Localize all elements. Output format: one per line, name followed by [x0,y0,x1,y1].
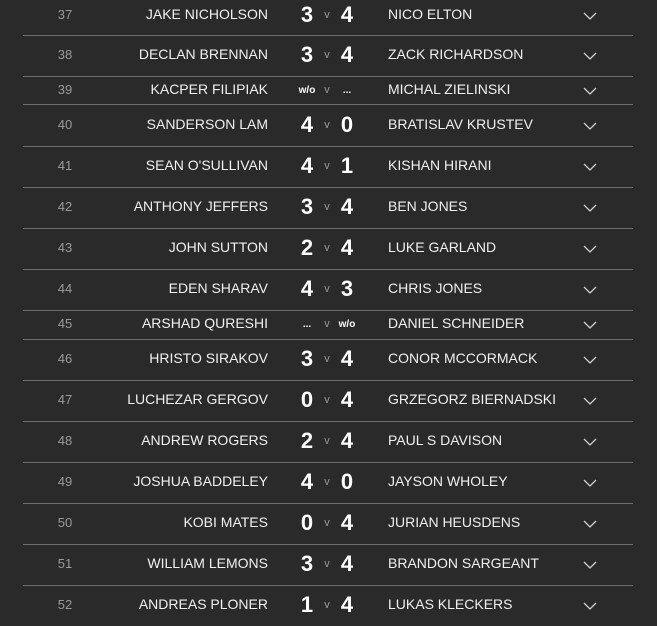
player-two-name: LUKE GARLAND [388,239,497,255]
player-two-name: MICHAL ZIELINSKI [388,81,511,97]
versus-label: v [324,84,330,96]
player-two-score: 4 [340,346,354,371]
player-two-score: 0 [340,112,354,137]
player-one-score: w/o [298,85,316,96]
versus-label: v [324,9,330,21]
player-one-name: DECLAN BRENNAN [138,46,268,62]
chevron-down-icon[interactable] [582,9,598,21]
chevron-down-icon[interactable] [582,201,598,213]
match-row[interactable] [0,386,657,414]
player-one-score: 4 [300,276,314,301]
chevron-down-icon[interactable] [582,476,598,488]
player-two-score: 4 [340,428,354,453]
player-one-score: 3 [300,194,314,219]
match-row[interactable] [0,275,657,303]
row-divider [0,146,657,147]
versus-label: v [324,49,330,61]
match-row[interactable] [0,427,657,455]
player-one-name: ARSHAD QURESHI [141,315,268,331]
player-one-score: 2 [300,428,314,453]
player-one-score: 4 [300,112,314,137]
versus-label: v [324,558,330,570]
player-two-score: w/o [338,319,356,330]
player-two-name: LUKAS KLECKERS [388,596,513,612]
player-two-name: NICO ELTON [388,6,473,22]
player-one-name: WILLIAM LEMONS [147,555,268,571]
versus-label: v [324,283,330,295]
player-one-name: ANTHONY JEFFERS [133,198,268,214]
match-row[interactable] [0,550,657,578]
player-two-score: 1 [340,153,354,178]
row-divider [0,104,657,105]
divider-line [23,146,633,147]
player-two-score: 4 [340,510,354,535]
player-two-name: GRZEGORZ BIERNADSKI [388,391,557,407]
match-number: 52 [57,597,73,612]
match-row[interactable] [0,310,657,338]
match-row[interactable] [0,234,657,262]
player-two-name: CONOR MCCORMACK [388,350,538,366]
versus-label: v [324,201,330,213]
player-one-name: LUCHEZAR GERGOV [127,391,268,407]
versus-label: v [324,394,330,406]
row-divider [0,585,657,586]
divider-line [23,503,633,504]
row-divider [0,339,657,340]
divider-line [23,187,633,188]
match-number: 47 [57,392,73,407]
player-one-name: EDEN SHARAV [168,280,268,296]
player-one-score: 0 [300,510,314,535]
row-divider [0,269,657,270]
versus-label: v [324,599,330,611]
match-row[interactable] [0,591,657,619]
player-two-name: JURIAN HEUSDENS [388,514,521,530]
versus-label: v [324,160,330,172]
player-two-score: 4 [340,2,354,27]
row-divider [0,544,657,545]
player-two-score: 4 [340,387,354,412]
player-one-name: ANDREAS PLONER [138,596,268,612]
player-one-score: 3 [300,42,314,67]
chevron-down-icon[interactable] [582,160,598,172]
match-row[interactable] [0,509,657,537]
player-two-score: 4 [340,551,354,576]
player-one-score: 1 [300,592,314,617]
divider-line [23,339,633,340]
match-row[interactable] [0,193,657,221]
match-number: 43 [57,240,73,255]
player-one-name: KOBI MATES [183,514,268,530]
versus-label: v [324,353,330,365]
match-row[interactable] [0,1,657,29]
chevron-down-icon[interactable] [582,599,598,611]
row-divider [0,35,657,36]
versus-label: v [324,318,330,330]
row-divider [0,462,657,463]
match-number: 39 [57,82,73,97]
match-number: 42 [57,199,73,214]
match-number: 46 [57,351,73,366]
chevron-down-icon[interactable] [582,283,598,295]
player-two-score: 4 [340,592,354,617]
versus-label: v [324,119,330,131]
chevron-down-icon[interactable] [582,49,598,61]
player-one-name: JOHN SUTTON [168,239,268,255]
player-two-name: CHRIS JONES [388,280,483,296]
row-divider [0,76,657,77]
player-two-name: JAYSON WHOLEY [388,473,508,489]
chevron-down-icon[interactable] [582,353,598,365]
match-row[interactable] [0,76,657,104]
player-two-name: DANIEL SCHNEIDER [388,315,525,331]
chevron-down-icon[interactable] [582,119,598,131]
divider-line [23,228,633,229]
player-two-name: ZACK RICHARDSON [388,46,524,62]
row-divider [0,380,657,381]
match-number: 51 [57,556,73,571]
player-two-score: 4 [340,42,354,67]
divider-line [23,585,633,586]
player-one-score: ... [302,319,312,330]
player-two-score: 4 [340,235,354,260]
player-two-name: KISHAN HIRANI [388,157,492,173]
divider-line [23,544,633,545]
divider-line [23,76,633,77]
row-divider [0,503,657,504]
match-number: 50 [57,515,73,530]
player-one-score: 3 [300,346,314,371]
player-one-score: 4 [300,153,314,178]
player-one-score: 2 [300,235,314,260]
player-one-score: 4 [300,469,314,494]
player-one-name: SANDERSON LAM [146,116,268,132]
versus-label: v [324,435,330,447]
player-two-name: BRATISLAV KRUSTEV [388,116,533,132]
chevron-down-icon[interactable] [582,435,598,447]
versus-label: v [324,242,330,254]
match-row[interactable] [0,41,657,69]
match-number: 44 [57,281,73,296]
player-two-score: 3 [340,276,354,301]
player-one-score: 3 [300,551,314,576]
divider-line [23,421,633,422]
row-divider [0,187,657,188]
player-two-name: BEN JONES [388,198,468,214]
divider-line [23,35,633,36]
divider-line [23,462,633,463]
row-divider [0,421,657,422]
player-two-name: PAUL S DAVISON [388,432,503,448]
match-number: 37 [57,7,73,22]
player-two-name: BRANDON SARGEANT [388,555,539,571]
versus-label: v [324,517,330,529]
divider-line [23,269,633,270]
player-one-name: JAKE NICHOLSON [145,6,268,22]
versus-label: v [324,476,330,488]
player-one-name: HRISTO SIRAKOV [149,350,268,366]
row-divider [0,228,657,229]
chevron-down-icon[interactable] [582,318,598,330]
match-number: 41 [57,158,73,173]
match-row[interactable] [0,152,657,180]
match-number: 49 [57,474,73,489]
player-one-name: SEAN O'SULLIVAN [145,157,268,173]
match-row[interactable] [0,111,657,139]
chevron-down-icon[interactable] [582,517,598,529]
chevron-down-icon[interactable] [582,394,598,406]
player-two-score: 4 [340,194,354,219]
match-number: 38 [57,47,73,62]
row-divider [0,310,657,311]
player-one-name: KACPER FILIPIAK [150,81,268,97]
chevron-down-icon[interactable] [582,558,598,570]
match-row[interactable] [0,468,657,496]
chevron-down-icon[interactable] [582,242,598,254]
player-one-score: 3 [300,2,314,27]
match-number: 45 [57,316,73,331]
player-one-score: 0 [300,387,314,412]
divider-line [23,104,633,105]
player-one-name: JOSHUA BADDELEY [133,473,268,489]
divider-line [23,310,633,311]
chevron-down-icon[interactable] [582,84,598,96]
match-number: 40 [57,117,73,132]
match-row[interactable] [0,345,657,373]
player-two-score: 0 [340,469,354,494]
match-number: 48 [57,433,73,448]
divider-line [23,380,633,381]
player-one-name: ANDREW ROGERS [141,432,268,448]
player-two-score: ... [342,85,352,96]
